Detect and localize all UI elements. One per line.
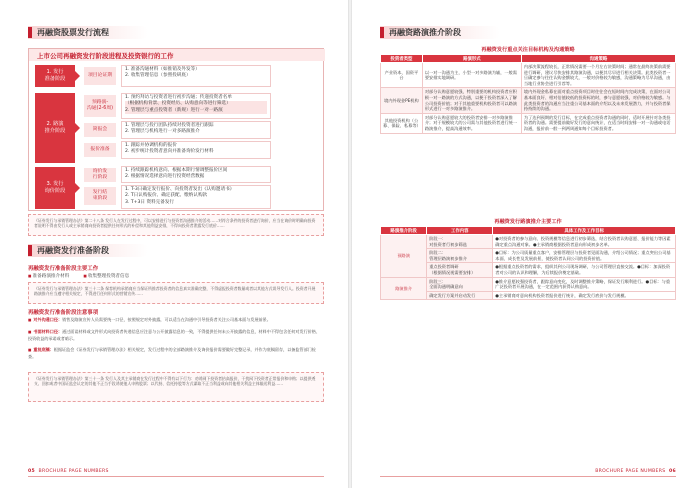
flow-detail-line: （根据机构背景、投资经历、认购意向等进行筛选） xyxy=(125,101,267,107)
table1-title: 再融资发行重点关注目标机构及沟通策略 xyxy=(481,47,575,53)
detail-briefing xyxy=(121,121,271,139)
flow-detail-line: 1. 持续跟踪机构意向、根据本期行情调整报价区间 xyxy=(125,168,228,173)
flow-detail-line: 2. 根据情况选择意向进行投资经营数据 xyxy=(125,174,205,180)
detail-inquiry xyxy=(121,166,271,183)
stage-roadshow: 2. 路演 推介阶段 xyxy=(35,93,75,163)
regulation-note-1: 《证券发行与承销管理办法》第二十八条 发行人在发行过程中，可以安排进行与投资者沟通推介的活动……对符合条件的投资者进行询价，应当在询价时明确向投资者说明不得由发行人或主承销商向投资者提供任何形式的补偿和其他利益安排，不得向投资者泄露发行底价…… xyxy=(28,214,324,236)
sub-stage-closing: 发行结 束阶段 xyxy=(84,187,116,205)
prep-work-bullets xyxy=(28,273,129,279)
bullet-investor-info: ■ 收集整理投资者信息 xyxy=(83,273,129,279)
right-page xyxy=(352,0,700,488)
table2-header-detail: 具体工作及工作目标 xyxy=(493,227,676,235)
flow-detail-line: 1. T-3日确定发行报价、向投资者发出《认购邀请书》 xyxy=(125,187,235,192)
table2-header-content: 工作内容 xyxy=(427,227,493,235)
stage-preparation: 1. 发行 准备阶段 xyxy=(35,65,75,87)
detail-preroadshow xyxy=(121,93,271,119)
note-written-material: ■ 书面材料口径：通过面谈材料或文件形式向投资者传递信息应注意与公开披露信息的一致，不得提供任何未公开披露的信息，材料中不得包含任何对发行价格、投资收益的承诺或者暗示。 xyxy=(28,329,324,341)
table-row: 阶段二： 管理层路演初步推介 ●目标：为公司质量重点客户，安排管理层与投资者见面沟通，介绍公司情况；重点突出公司基本面、成长性及发展前景，使投资者认同公司的投资价值。 xyxy=(381,249,676,263)
note-working-papers: ■ 重视底稿：根据证监会《证券发行与承销管理办法》相关规定，发行过程中的全部路演推介及询价报价需要做好完整记录，并作为底稿留存，以备监管部门检查。 xyxy=(28,347,324,359)
flow-detail-line: 2. 初步统计投资者意向并准备询价发行材料 xyxy=(125,149,214,155)
table1-header-type: 投资者类型 xyxy=(381,55,423,63)
flow-header: 上市公司再融资发行阶段进程及投资银行的工作 xyxy=(29,49,325,61)
footer-right: BROCHURE PAGE NUMBERS 06 xyxy=(595,469,676,474)
table1-header-strategy: 沟通策略 xyxy=(521,55,675,63)
table-row: 确定发行方案并启动发行 ●主承销商对意向机构投资者报价进行统计，确定发行底价与发行规模。 xyxy=(381,291,676,300)
regulation-note-2: 《证券发行与承销管理办法》第三十二条 保荐机构承销商应当保证所推荐投资者的信息真实准确完整，不得虚报投资者数量或者以其他方式误导发行人。投资者开展路演推介应当遵守相关规定，不得进行任何形式的营销宣传…… xyxy=(28,282,324,304)
table-row: 产业资本、国资平台 以一对一沟通为主，小型一对多路演为辅，一般需要安排实地调研。 内部决策流程较长，正常情况需要一个月左右决策时间；通常在最终决策前需要进行调研，建议尽快安排其路演沟通，以便其尽早进行相关决策。此类投资者一旦确定参与往往认购金额较大，一般对价格较为敏感，沟通策略为尽早沟通，由当地行业协会进行引荐等。 xyxy=(381,63,676,88)
sub-stage-preroadshow: 预路演- 沟通(2-6周) xyxy=(84,95,116,117)
table2-title: 再融资发行路演推介主要工作 xyxy=(494,219,562,225)
footer-left: 05 BROCHURE PAGE NUMBERS xyxy=(28,469,109,474)
table-row: 其他投资机构（公募、保险、私募等） 对部分认购意愿较大的投资者安排一对多路演推介；对于规模较大的公司需与其他投资者进行统一路演推介，提高沟通效率。 为了达到预期的发行目标，在完成重点投资者沟通的同时，适时开展针对各类投资者的沟通。需要提前做好发行的意向统计，在适当时间安排一对一沟通或电话沟通，报价前一般一到两周通知每个目标投资者。 xyxy=(381,113,676,133)
flow-detail-line: 2. 收集管理信息（参照投研底） xyxy=(125,73,191,79)
sub-stage-quote-prep: 报价准备 xyxy=(84,143,116,157)
flow-detail-line: 1. 管理层与投行团队持续对投资者进行跟踪 xyxy=(125,123,214,128)
section-title-flow: 再融资股票发行流程 xyxy=(28,26,168,39)
roadshow-work-table xyxy=(380,226,676,300)
flow-detail-line: 1. 准备沟通材料（如推销及外发等） xyxy=(125,67,200,72)
bullet-roadshow-material: ■ 准备路演推介材料 xyxy=(28,273,69,279)
subhead-prep-work: 再融资发行准备阶段主要工作 xyxy=(28,266,99,272)
table-row: 路演推介 阶段三： 全面沟通明确意向 ●推介意愿较强投资者，跟踪意向变化，及时调整推介策略，保证发行顺利进行。●目标：与重广泛投资者开展沟通，在一定范围内获得认购意向。 xyxy=(381,277,676,291)
section-title-prep: 再融资发行准备阶段 xyxy=(28,244,168,257)
detail-closing xyxy=(121,185,271,209)
sub-stage-briefing: 简报会 xyxy=(84,123,116,137)
table-row: 境内外现金PE机构 对部分认购意愿较强，特别重要的机构投资者应积极一对一路演的方式沟通，以便于投资者深入了解公司投资价值；对于其他重要机构投资者可以路演形式进行一对多路演推介。 境内外现金私募在面对重点投资项目时往往会在短时间内完成决策，在面对公司基本面良好、相对估值较低的投资标的时，参与意愿较强，对价格较为敏感。与此类投资者的沟通应当注重公司基本面的介绍以及未来发展潜力，并与投资者保持持续的沟通。 xyxy=(381,88,676,113)
flow-detail-line: 2. 管理层与重点投资者（新规）进行一对一路演 xyxy=(125,108,267,114)
subhead-prep-notes: 再融资发行准备阶段注意事项 xyxy=(28,310,99,316)
table-row: 重点投资者调研 （根据情况视需要安排） ●根据重点投资者的需求，组织其到公司现场调研，与公司管理层直接交流。●目标：加深投资者对公司的认识和理解，为后续报价奠定基础。 xyxy=(381,263,676,277)
section-title-roadshow: 再融资路演推介阶段 xyxy=(380,26,520,39)
flow-detail-line: 2. 管理层与机构进行一对多路演推介 xyxy=(125,129,200,135)
issuance-flow-chart xyxy=(28,48,324,211)
regulation-note-3: 《证券发行与承销管理办法》第三十一条 发行人及其主承销商在发行过程中不得有以下行为：劝诱网下投资者抬高报价，干扰网下投资者正常报价和申购；以提供透支、回扣或者中国证监会认定的其他不正当手段诱使他人申购股票；以代持、信托持股等方式谋取不正当利益或向其他相关利益主体输送利益…… xyxy=(28,372,324,402)
target-investor-table xyxy=(380,54,676,134)
note-communication: ■ 对外沟通口径：销售及路演宣传人员需要统一口径，按照规定对外披露，可以适当在沟通中引导投资者关注公司基本面与发展前景。 xyxy=(28,317,324,324)
table1-header-form: 路演形式 xyxy=(422,55,521,63)
stage-inquiry: 3. 发行 询价阶段 xyxy=(35,167,75,209)
table2-header-stage: 路演推介阶段 xyxy=(381,227,427,235)
flow-detail-line: 1. 预约拜访与投资者进行初步沟通；传递投资者名单 xyxy=(125,95,232,100)
detail-quote-prep xyxy=(121,141,271,159)
flow-detail-line: 1. 跟踪并协调机构的报价 xyxy=(125,143,177,148)
flow-detail-line: 2. T日认购报价、确定获配、缴纳认购款 xyxy=(125,193,208,199)
left-page xyxy=(0,0,348,488)
flow-detail-line: 3. T+3日 资料完备发行 xyxy=(125,199,175,205)
sub-stage-project: 项目论证期 xyxy=(84,67,116,85)
detail-project xyxy=(121,65,271,87)
table-row: 预路演 阶段一： 对投资者行初步筛选 ●对投资者的参与意向、投资规模等信息进行初步筛选，结合投资者认购意愿、报价能力等因素确定重点沟通对象。●主承销商根据投资者意向形成初步名单。 xyxy=(381,235,676,249)
sub-stage-inquiry: 询价发 行阶段 xyxy=(84,168,116,182)
